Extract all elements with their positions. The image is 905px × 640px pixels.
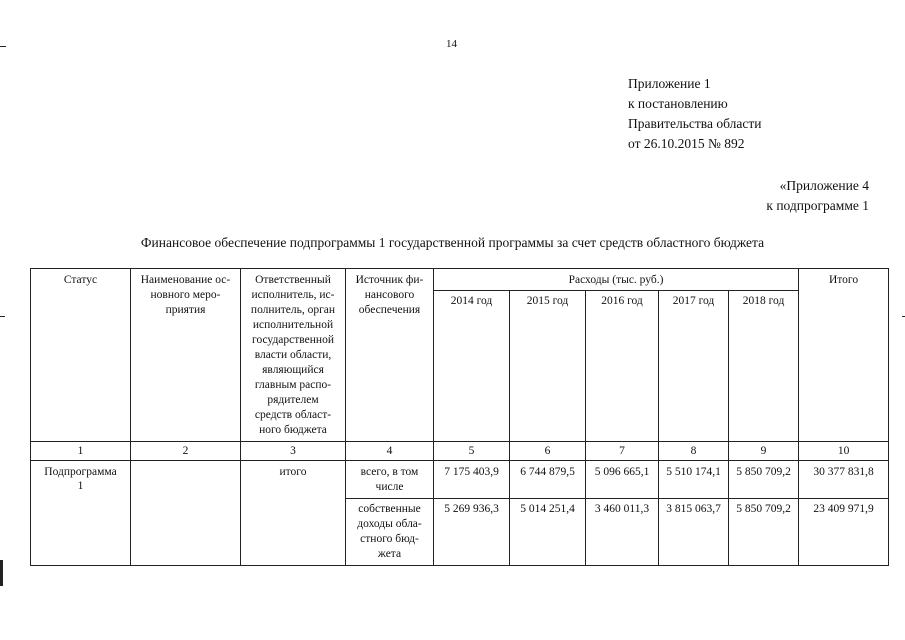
column-number: 9 <box>729 442 799 461</box>
scan-mark-left-bottom <box>0 560 3 586</box>
column-number: 8 <box>659 442 729 461</box>
value-cell: 5 096 665,1 <box>586 461 659 499</box>
column-number: 10 <box>799 442 889 461</box>
attachment-line: Правительства области <box>628 116 762 131</box>
header-year: 2018 год <box>729 291 799 442</box>
subattachment-line: к подпрограмме 1 <box>766 198 869 213</box>
attachment-block <box>628 74 761 154</box>
value-cell: 5 850 709,2 <box>729 461 799 499</box>
header-funding-source: Источник фи- нансового обеспечения <box>346 269 434 442</box>
total-cell: 23 409 971,9 <box>799 499 889 566</box>
column-number: 4 <box>346 442 434 461</box>
value-cell: 6 744 879,5 <box>510 461 586 499</box>
scan-mark-left-top <box>0 46 6 47</box>
financing-table <box>30 268 889 566</box>
column-number: 3 <box>241 442 346 461</box>
row-funding-source: всего, в том числе <box>346 461 434 499</box>
subattachment-line: «Приложение 4 <box>779 178 869 193</box>
attachment-line: к постановлению <box>628 96 728 111</box>
header-total: Итого <box>799 269 889 442</box>
header-year: 2014 год <box>434 291 510 442</box>
table-row <box>31 461 889 499</box>
header-executor: Ответственный исполнитель, ис- полнитель, орган исполнительной государственной власти области, являющийся главным распо- рядителем средств област- ного бюджета <box>241 269 346 442</box>
value-cell: 3 460 011,3 <box>586 499 659 566</box>
value-cell: 3 815 063,7 <box>659 499 729 566</box>
page-number: 14 <box>446 38 457 50</box>
column-number: 6 <box>510 442 586 461</box>
header-year: 2017 год <box>659 291 729 442</box>
column-number: 2 <box>131 442 241 461</box>
row-status: Подпрограмма 1 <box>31 461 131 566</box>
column-number: 1 <box>31 442 131 461</box>
column-number: 7 <box>586 442 659 461</box>
header-status: Статус <box>31 269 131 442</box>
value-cell: 7 175 403,9 <box>434 461 510 499</box>
header-activity-name: Наименование ос- новного меро- приятия <box>131 269 241 442</box>
attachment-line: от 26.10.2015 № 892 <box>628 136 745 151</box>
row-funding-source: собственные доходы обла- стного бюд- жета <box>346 499 434 566</box>
row-activity-name <box>131 461 241 566</box>
value-cell: 5 850 709,2 <box>729 499 799 566</box>
value-cell: 5 014 251,4 <box>510 499 586 566</box>
value-cell: 5 510 174,1 <box>659 461 729 499</box>
column-number: 5 <box>434 442 510 461</box>
row-executor: итого <box>241 461 346 566</box>
document-title: Финансовое обеспечение подпрограммы 1 государственной программы за счет средств областного бюджета <box>140 235 765 250</box>
scan-mark-left-mid <box>0 316 5 317</box>
value-cell: 5 269 936,3 <box>434 499 510 566</box>
total-cell: 30 377 831,8 <box>799 461 889 499</box>
header-expenses: Расходы (тыс. руб.) <box>434 269 799 291</box>
subattachment-block <box>766 176 869 216</box>
header-year: 2015 год <box>510 291 586 442</box>
attachment-line: Приложение 1 <box>628 76 711 91</box>
header-year: 2016 год <box>586 291 659 442</box>
